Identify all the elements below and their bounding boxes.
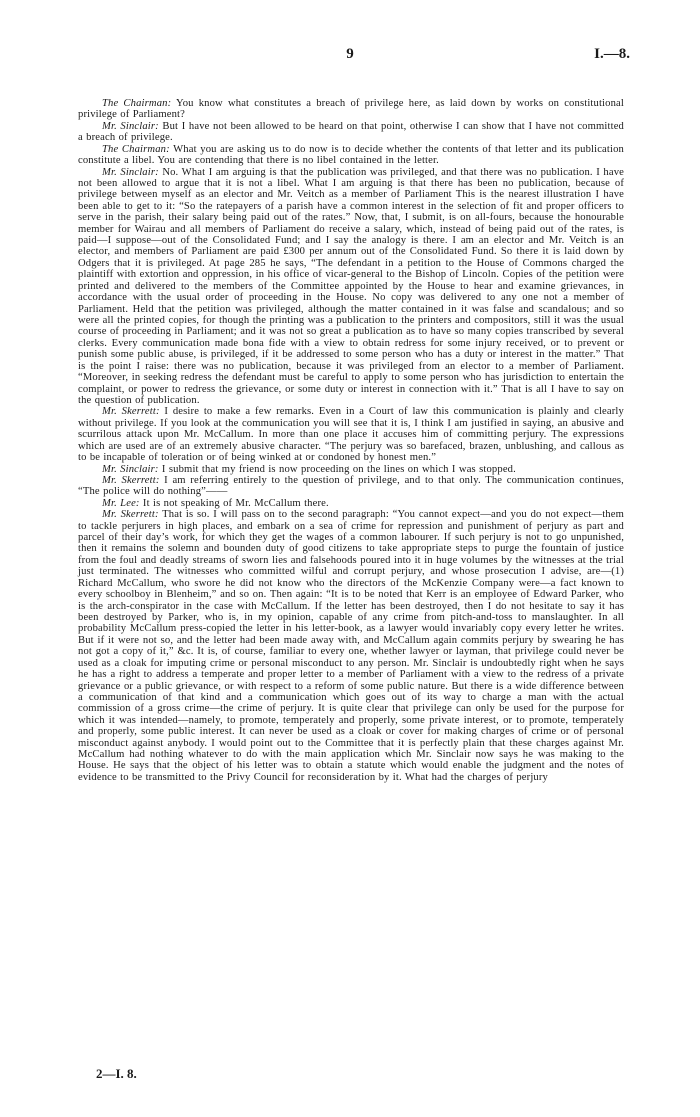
signature-mark: 2—I. 8. (96, 1066, 137, 1081)
paragraph-text: You know what constitutes a breach of privilege here, as laid down by works on constitutional privilege of Parliament? (78, 98, 624, 121)
speaker-name: Mr. Lee: (102, 497, 140, 509)
paragraph (78, 498, 624, 509)
speaker-name: The Chairman: (102, 143, 170, 155)
paragraph-text: That is so. I will pass on to the second paragraph: “You cannot expect—and you do not expect—them to tackle perjurers in high places, and embark on a sea of crime for repression and punishment of perjury as part and parcel of their day’s work, for which they get the wages of a common labourer. If such perjury is not to go unpunished, then it remains the solemn and bounden duty of good citizens to take appropriate steps to purge the fountain of justice from the foul and deadly streams of sworn lies and falsehoods poured into it in huge volumes by the witnesses at the trial just terminated. The witnesses who committed wilful and corrupt perjury, and whose prosecution I advise, are—(1) Richard McCallum, who swore he did not know who the directors of the McKenzie Company were—a fact known to every schoolboy in Blenheim,” and so on. Then again: “It is to be noted that Kerr is an employee of Edward Parker, who is the arch-conspirator in the case with McCallum. If the letter has been destroyed, then I do not hesitate to say it has been destroyed by Parker, who is, in my opinion, capable of any crime from pitch-and-toss to manslaughter. In all probability McCallum press-copied the letter in his letter-book, as a lawyer would invariably copy every letter he writes. But if it were not so, and the letter had been made away with, and McCallum again commits perjury by swearing he has not got a copy of it,” &c. It is, of course, familiar to every one, whether lawyer or layman, that privilege could never be used as a cloak for imputing crime or personal misconduct to any person. Mr. Sinclair is undoubtedly right when he says he has a right to address a temperate and proper letter to a member of Parliament with a view to the redress of a private grievance or a public grievance, or with respect to a reform of some public nature. But there is a wide difference between a communication of that kind and a communication which goes out of its way to charge a man with the actual commission of a gross crime—the crime of perjury. It is quite clear that privilege can only be used for the purpose for which it was intended—namely, to promote, temperately and properly, some private interest, or to promote, temperately and properly, some public interest. It can never be used as a cloak or cover for making charges of crime or of personal misconduct against anybody. I would point out to the Committee that it is perfectly plain that these charges against Mr. McCallum had nothing whatever to do with the main application which Mr. Sinclair now says he was making to the House. He says that the object of his letter was to obtain a statute which would enable the judgment and the notes of evidence to be transmitted to the Privy Council for reconsideration by it. What had the charges of perjury (78, 509, 624, 783)
speaker-name: Mr. Sinclair: (102, 166, 159, 178)
speaker-name: Mr. Skerrett: (102, 509, 159, 521)
paragraph-text: It is not speaking of Mr. McCallum there. (142, 497, 329, 509)
speaker-name: The Chairman: (102, 98, 172, 109)
paragraph (78, 121, 624, 144)
paragraph-text: I am referring entirely to the question of privilege, and to that only. The communication continues, “The police will do nothing”—— (78, 474, 624, 498)
paragraph (78, 509, 624, 783)
paragraph-text: I desire to make a few remarks. Even in a Court of law this communication is plainly and clearly without privilege. If you look at the communication you will see that it is, I think I am justified in saying, an abusive and scurrilous attack upon Mr. McCallum. In more than one place it accuses him of committing perjury. The expressions which are used are of an extremely abusive character. “The perjury was so barefaced, brazen, unblushing, and callous as to be incapable of toleration or of being winked at or condoned by honest men.” (78, 406, 624, 464)
paragraph (78, 464, 624, 475)
paragraph (78, 406, 624, 463)
speaker-name: Mr. Sinclair: (102, 463, 159, 475)
document-reference: I.—8. (594, 46, 630, 62)
paragraph (78, 98, 624, 121)
paragraph-text: But I have not been allowed to be heard on that point, otherwise I can show that I have not committed a breach of privilege. (78, 120, 624, 144)
body-text (78, 98, 624, 783)
speaker-name: Mr. Sinclair: (102, 120, 159, 132)
page-number: 9 (346, 46, 354, 62)
speaker-name: Mr. Skerrett: (102, 406, 160, 418)
paragraph-text: No. What I am arguing is that the publication was privileged, and that there was no publication. I have not been allowed to argue that it is not a libel. What I am arguing is that there has been no publication, because of privilege between myself as an elector and Mr. Veitch as a member of Parliament This is the nearest illustration I have been able to get to it: “So the ratepayers of a parish have a common interest in the selection of fit and proper officers to serve in the parish, their salary being paid out of the rates.” Now, that, I submit, is on all-fours, because the honourable member for Wairau and all members of Parliament do receive a salary, which, instead of being paid out of the rates, is paid—I suppose—out of the Consolidated Fund; and I say the analogy is there. I am an elector and Mr. Veitch is an elector, and members of Parliament are paid £300 per annum out of the Consolidated Fund. So there it is laid down by Odgers that it is privileged. At page 285 he says, “The defendant in a petition to the House of Commons charged the plaintiff with extortion and oppression, in his office of vicar-general to the Bishop of Lincoln. Copies of the petition were printed and delivered to the members of the Committee appointed by the House to hear and examine grievances, in accordance with the usual order of proceeding in the House. No copy was delivered to any one not a member of Parliament. Held that the petition was privileged, although the matter contained in it was false and scandalous; and so were all the printed copies, for though the printing was a publication to the printers and compositors, still it was the usual course of proceeding in Parliament; and it was not so great a publication as to have so many copies transcribed by several clerks. Every communication made bona fide with a view to obtain redress for some injury received, or to prevent or punish some public abuse, is privileged, if it be addressed to some person who has a duty or interest in the matter.” That is the point I raise: there was no publication, because it was privileged from an elector to a member of Parliament. “Moreover, in seeking redress the defendant must be careful to apply to some person who has jurisdiction to entertain the complaint, or power to redress the grievance, or some duty or interest in connection with it.” That is all I have to say on the question of publication. (78, 166, 624, 406)
paragraph (78, 475, 624, 498)
paragraph (78, 167, 624, 407)
paragraph (78, 144, 624, 167)
speaker-name: Mr. Skerrett: (102, 474, 160, 486)
paragraph-text: What you are asking us to do now is to decide whether the contents of that letter and its publication constitute a libel. You are contending that there is no libel contained in the letter. (78, 143, 624, 167)
paragraph-text: I submit that my friend is now proceeding on the lines on which I was stopped. (161, 463, 516, 475)
